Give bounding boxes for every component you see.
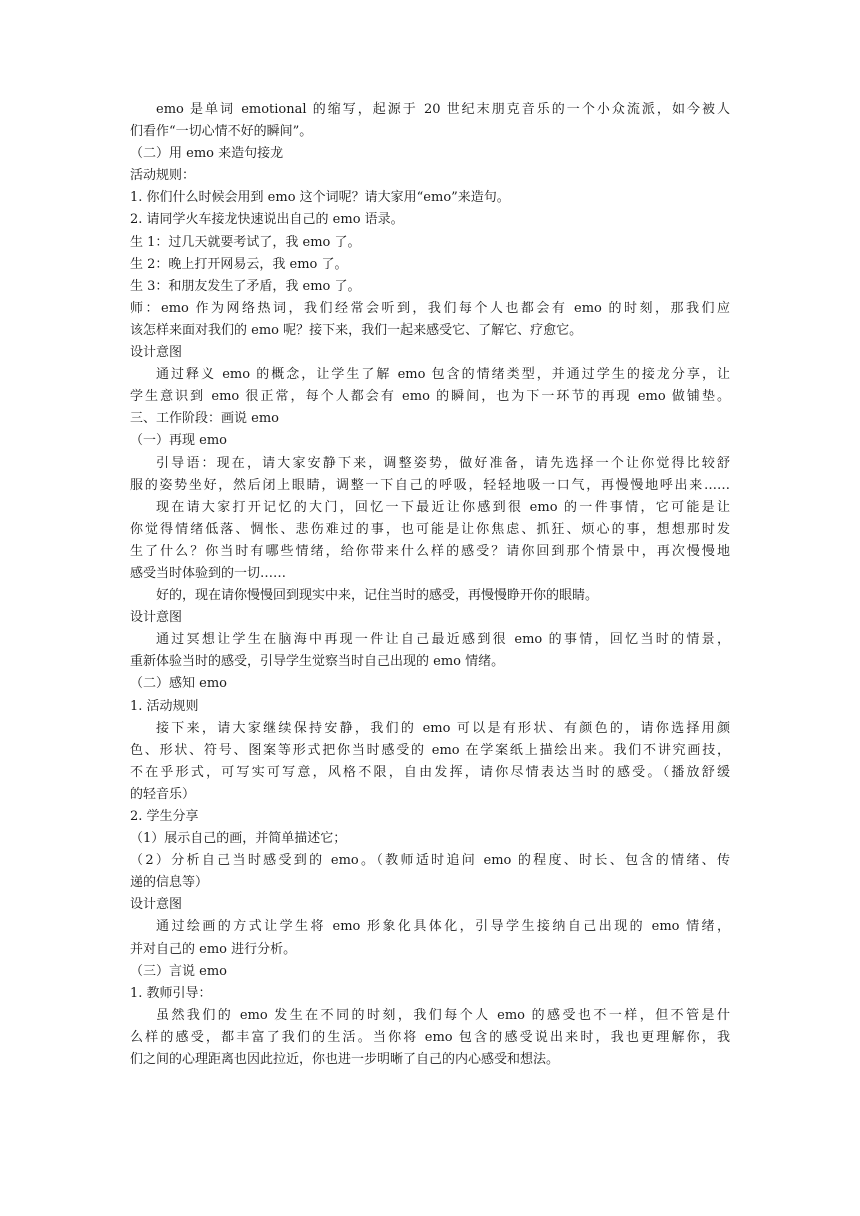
text-line: 通过绘画的方式让学生将 emo 形象化具体化，引导学生接纳自己出现的 emo 情绪， — [156, 919, 730, 935]
text-line: 活动规则： — [130, 168, 196, 184]
text-line: 你觉得情绪低落、惆怅、悲伤难过的事，也可能是让你焦虑、抓狂、烦心的事，想想那时发 — [130, 521, 730, 537]
text-line: （一）再现 emo — [130, 433, 227, 449]
text-line: 1. 教师引导： — [130, 985, 212, 1001]
text-line: 生 2：晚上打开网易云，我 emo 了。 — [130, 256, 348, 272]
text-line: （二）感知 emo — [130, 676, 227, 692]
text-line: 生了什么？你当时有哪些情绪，给你带来什么样的感受？请你回到那个情景中，再次慢慢地 — [130, 543, 730, 559]
text-line: 并对自己的 emo 进行分析。 — [130, 941, 297, 957]
text-line: 递的信息等） — [130, 875, 209, 891]
text-line: 重新体验当时的感受，引导学生觉察当时自己出现的 emo 情绪。 — [130, 654, 505, 670]
text-line: （2）分析自己当时感受到的 emo。（教师适时追问 emo 的程度、时长、包含的情绪、传 — [130, 853, 730, 869]
text-line: 色、形状、符号、图案等形式把你当时感受的 emo 在学案纸上描绘出来。我们不讲究画技， — [130, 742, 730, 758]
text-line: 引导语：现在，请大家安静下来，调整姿势，做好准备，请先选择一个让你觉得比较舒 — [156, 455, 730, 471]
text-line: 师：emo 作为网络热词，我们经常会听到，我们每个人也都会有 emo 的时刻，那我们应 — [130, 300, 730, 316]
text-line: 设计意图 — [130, 610, 183, 626]
text-line: 现在请大家打开记忆的大门，回忆一下最近让你感到很 emo 的一件事情，它可能是让 — [156, 499, 730, 515]
text-line: 通过冥想让学生在脑海中再现一件让自己最近感到很 emo 的事情，回忆当时的情景， — [156, 632, 730, 648]
text-line: 服的姿势坐好，然后闭上眼睛，调整一下自己的呼吸，轻轻地吸一口气，再慢慢地呼出来…… — [130, 477, 730, 493]
text-line: 2. 请同学火车接龙快速说出自己的 emo 语录。 — [130, 212, 404, 228]
text-line: 虽然我们的 emo 发生在不同的时刻，我们每个人 emo 的感受也不一样，但不管是什 — [156, 1007, 730, 1023]
text-line: 接下来，请大家继续保持安静，我们的 emo 可以是有形状、有颜色的，请你选择用颜 — [156, 720, 730, 736]
text-line: 设计意图 — [130, 345, 183, 361]
text-line: 的轻音乐） — [130, 786, 196, 802]
text-line: 们看作“一切心情不好的瞬间”。 — [130, 124, 313, 140]
text-line: 该怎样来面对我们的 emo 呢？接下来，我们一起来感受它、了解它、疗愈它。 — [130, 322, 583, 338]
text-line: 生 3：和朋友发生了矛盾，我 emo 了。 — [130, 278, 361, 294]
text-line: 感受当时体验到的一切…… — [130, 565, 287, 581]
text-line: （三）言说 emo — [130, 963, 227, 979]
text-line: 学生意识到 emo 很正常，每个人都会有 emo 的瞬间，也为下一环节的再现 emo 做铺垫。 — [130, 389, 730, 405]
text-line: 1. 活动规则 — [130, 698, 199, 714]
text-line: 好的，现在请你慢慢回到现实中来，记住当时的感受，再慢慢睁开你的眼睛。 — [156, 588, 599, 604]
text-line: 三、工作阶段：画说 emo — [130, 411, 279, 427]
text-line: emo 是单词 emotional 的缩写，起源于 20 世纪末朋克音乐的一个小众流派，如今被人 — [156, 102, 730, 117]
text-line: 们之间的心理距离也因此拉近，你也进一步明晰了自己的内心感受和想法。 — [130, 1052, 560, 1068]
text-line: 通过释义 emo 的概念，让学生了解 emo 包含的情绪类型，并通过学生的接龙分享，让 — [156, 367, 730, 383]
document-page — [130, 99, 730, 1071]
text-line: 生 1：过几天就要考试了，我 emo 了。 — [130, 234, 361, 250]
text-line: 不在乎形式，可写实可写意，风格不限，自由发挥，请你尽情表达当时的感受。（播放舒缓 — [130, 764, 730, 780]
text-line: （1）展示自己的画，并简单描述它； — [130, 831, 347, 847]
text-line: 设计意图 — [130, 897, 183, 913]
text-line: （二）用 emo 来造句接龙 — [130, 146, 284, 162]
text-line: 么样的感受，都丰富了我们的生活。当你将 emo 包含的感受说出来时，我也更理解你，我 — [130, 1029, 730, 1045]
text-line: 1. 你们什么时候会用到 emo 这个词呢？请大家用“emo”来造句。 — [130, 190, 510, 206]
text-line: 2. 学生分享 — [130, 809, 199, 824]
